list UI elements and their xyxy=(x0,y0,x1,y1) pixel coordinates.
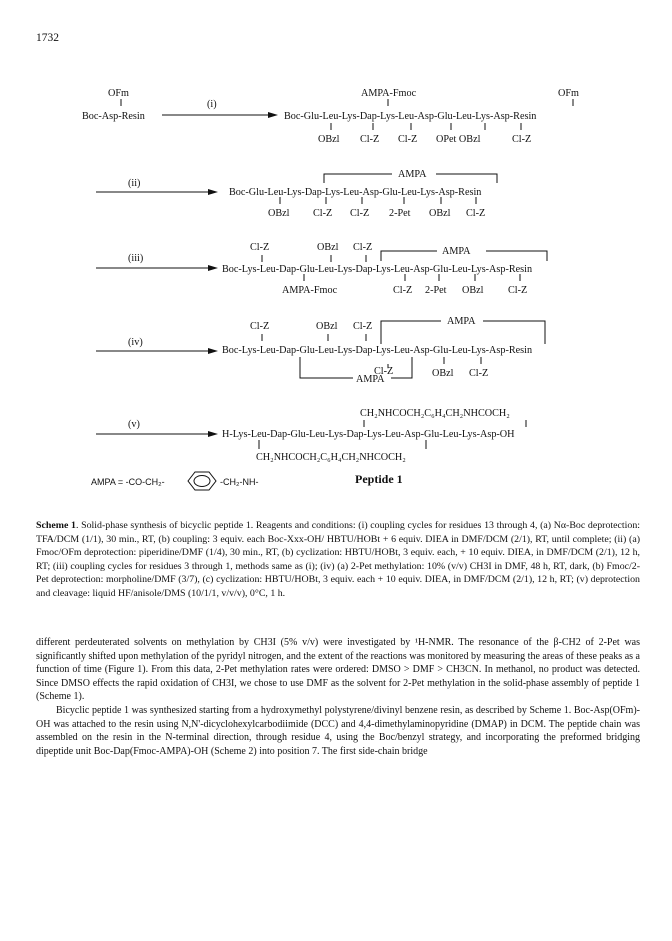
bridge-ampa: AMPA xyxy=(398,169,427,180)
sub: Cl-Z xyxy=(466,208,486,219)
bridge-ampa: AMPA xyxy=(442,246,471,257)
top-sub: Cl-Z xyxy=(250,242,270,253)
sub: Cl-Z xyxy=(398,134,418,145)
ofm-left: OFm xyxy=(108,88,129,99)
start-material: Boc-Asp-Resin xyxy=(82,111,145,122)
caption-label: Scheme 1 xyxy=(36,520,76,531)
paragraph: different perdeuterated solvents on methylation by CH3I (5% v/v) were investigated by ¹H-NMR. The resonance of the β-CH2 of 2-Pet was significantly shifted upon methylation of the pyridyl nitrogen, and the extent of the reactions was monitored by measuring the areas of these peaks as a function of time (Figure 1). From this data, 2-Pet methylation rates were ordered: DMSO > DMF > CH3CN. In methanol, no product was detected. Since DMSO effects the rapid oxidation of CH3I, we chose to use DMF as the solvent for 2-Pet methylation in the solid-phase assembly of peptide 1 (Scheme 1). xyxy=(36,637,640,703)
chain-row2: Boc-Glu-Leu-Lys-Dap-Lys-Leu-Asp-Glu-Leu-Lys-Asp-Resin xyxy=(229,187,482,198)
step-label: (iii) xyxy=(128,253,144,264)
chain-row5: H-Lys-Leu-Dap-Glu-Leu-Lys-Dap-Lys-Leu-Asp-Glu-Leu-Lys-Asp-OH xyxy=(222,429,515,440)
top-sub: Cl-Z xyxy=(353,242,373,253)
sub: AMPA-Fmoc xyxy=(282,285,338,296)
caption-text: . Solid-phase synthesis of bicyclic peptide 1. Reagents and conditions: (i) coupling cycles for residues 13 through 4, (a) Nα-Boc deprotection: TFA/DCM (1/1), 30 min., RT, (b) coupling: 3 equiv. each Boc-Xxx-OH/ HBTU/HOBt + 6 equiv. DIEA in DMF/DCM (2/1), RT, until complete; (ii) (a) Fmoc/OFm deprotection: piperidine/DMF (1/4), 30 min., RT, (b) cyclization: HBTU/HOBt, 3 equiv. each, + 10 equiv. DIEA, in DMF/DCM (2/1), 12 h, RT; (iii) coupling cycles for residues 3 through 1, methods same as (i); (iv) (a) 2-Pet methylation: 10% (v/v) CH3I in DMF, 48 h, RT, dark, (b) Fmoc/2-Pet deprotection: morpholine/DMF (3/7), (c) cyclization: HBTU/HOBt, 3 equiv. each + 10 equiv. DIEA, in DMF/DCM (2/1), 12 h, RT; (v) deprotection and cleavage: liquid HF/anisole/DMS (10/1/1, v/v/v), 0°C, 1 h. xyxy=(36,520,640,599)
lower-clz: Cl-Z xyxy=(374,366,394,377)
top-sub: Cl-Z xyxy=(250,321,270,332)
sub: 2-Pet xyxy=(389,208,411,219)
paragraph: Bicyclic peptide 1 was synthesized starting from a hydroxymethyl polystyrene/divinyl benzene resin, as described by Scheme 1. Boc-Asp(OFm)-OH was attached to the resin using N,N'-dicyclohexylcarbodiimide (DCC) and 4,4-dimethylaminopyridine (DMAP) in DCM. The peptide chain was assembled on the resin in the N-terminal direction, through residue 4, using the Boc/benzyl strategy, and incorporating the preformed bridging dipeptide unit Boc-Dap(Fmoc-AMPA)-OH (Scheme 2) into position 7. The first side-chain bridge xyxy=(36,704,640,757)
bottom-bridge: CH₂NHCOCH₂C₆H₄CH₂NHCOCH₂ xyxy=(256,452,406,463)
sub: 2-Pet xyxy=(425,285,447,296)
sub: Cl-Z xyxy=(508,285,528,296)
step-label: (i) xyxy=(207,99,217,110)
sub: OBzl xyxy=(432,368,454,379)
ampa-definition-tail: -CH₂-NH- xyxy=(220,477,259,487)
bridge-ampa: AMPA xyxy=(447,316,476,327)
top-sub: OBzl xyxy=(316,321,338,332)
top-sub: Cl-Z xyxy=(353,321,373,332)
step-label: (v) xyxy=(128,419,140,430)
sub: Cl-Z xyxy=(350,208,370,219)
page-number: 1732 xyxy=(36,32,59,44)
sub: OBzl xyxy=(318,134,340,145)
ofm-right: OFm xyxy=(558,88,579,99)
chain-row1: Boc-Glu-Leu-Lys-Dap-Lys-Leu-Asp-Glu-Leu-Lys-Asp-Resin xyxy=(284,111,537,122)
sub: Cl-Z xyxy=(393,285,413,296)
sub: OBzl xyxy=(268,208,290,219)
product-label: Peptide 1 xyxy=(355,472,403,486)
scheme-caption xyxy=(36,519,640,601)
sub: Cl-Z xyxy=(313,208,333,219)
step-label: (iv) xyxy=(128,337,143,348)
top-sub: OBzl xyxy=(317,242,339,253)
sub: Cl-Z xyxy=(512,134,532,145)
step-label: (ii) xyxy=(128,178,141,189)
lower-bridge-ampa: AMPA xyxy=(356,374,385,385)
body-text xyxy=(36,636,640,758)
top-bridge: CH₂NHCOCH₂C₆H₄CH₂NHCOCH₂ xyxy=(360,408,510,419)
sub: Cl-Z xyxy=(360,134,380,145)
sub: OBzl xyxy=(462,285,484,296)
ampa-fmoc-label: AMPA-Fmoc xyxy=(361,88,417,99)
ampa-definition: AMPA = -CO-CH₂- xyxy=(91,477,165,487)
sub: Cl-Z xyxy=(469,368,489,379)
chain-row4: Boc-Lys-Leu-Dap-Glu-Leu-Lys-Dap-Lys-Leu-Asp-Glu-Leu-Lys-Asp-Resin xyxy=(222,345,533,356)
chain-row3: Boc-Lys-Leu-Dap-Glu-Leu-Lys-Dap-Lys-Leu-Asp-Glu-Leu-Lys-Asp-Resin xyxy=(222,264,533,275)
sub: OPet OBzl xyxy=(436,134,481,145)
sub: OBzl xyxy=(429,208,451,219)
